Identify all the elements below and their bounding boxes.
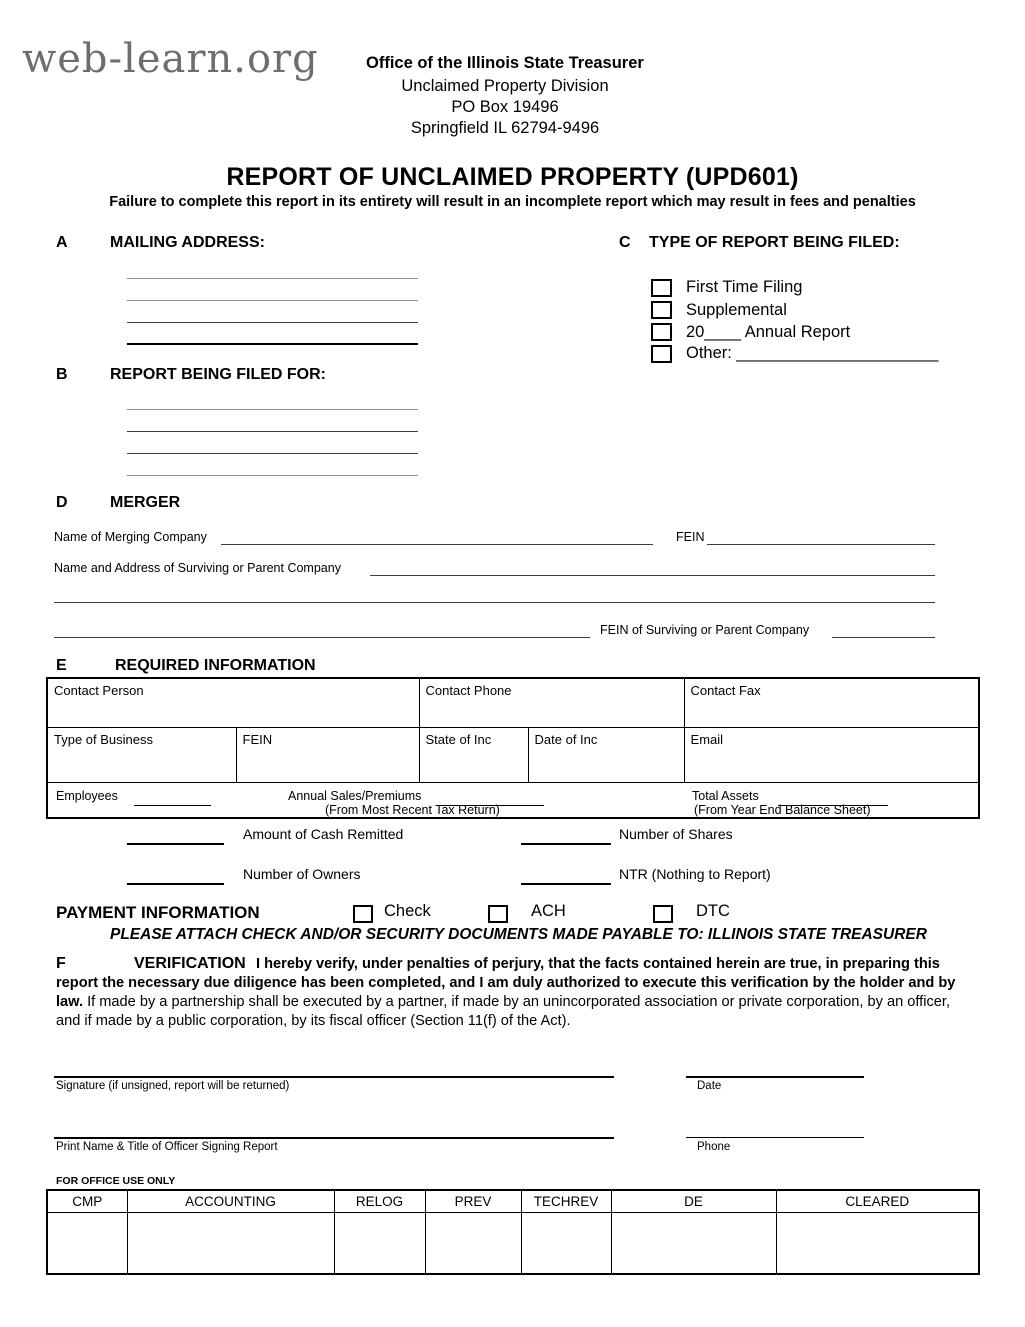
cell-email[interactable]: Email (684, 728, 979, 783)
section-e-title: REQUIRED INFORMATION (115, 657, 316, 674)
input-name-address-surviving-2[interactable] (54, 602, 935, 603)
cell-contact-fax[interactable]: Contact Fax (684, 678, 979, 728)
office-col-prev: PREV (425, 1190, 521, 1213)
office-cell-techrev[interactable] (521, 1213, 611, 1275)
label-dtc: DTC (696, 902, 730, 920)
input-number-of-shares[interactable] (521, 843, 611, 845)
header-city-state-zip: Springfield IL 62794-9496 (410, 119, 600, 137)
office-use-table (46, 1189, 980, 1275)
label-fein: FEIN (676, 530, 705, 544)
label-first-time-filing: First Time Filing (686, 278, 803, 296)
section-c-title: TYPE OF REPORT BEING FILED: (649, 234, 900, 251)
mailing-address-line-2[interactable] (127, 300, 418, 301)
label-other: Other: ______________________ (686, 344, 939, 362)
report-filed-for-line-2[interactable] (127, 431, 418, 432)
office-cell-accounting[interactable] (127, 1213, 334, 1275)
required-information-table (46, 677, 980, 819)
checkbox-annual-report[interactable] (651, 323, 672, 341)
checkbox-first-time-filing[interactable] (651, 279, 672, 297)
label-check: Check (384, 902, 431, 920)
cell-financials (47, 783, 979, 819)
table-row (47, 678, 979, 728)
input-fein[interactable] (707, 544, 935, 545)
report-filed-for-line-1[interactable] (127, 409, 418, 410)
office-col-accounting: ACCOUNTING (127, 1190, 334, 1213)
office-cell-prev[interactable] (425, 1213, 521, 1275)
input-name-address-surviving-3[interactable] (54, 637, 590, 638)
label-number-of-shares: Number of Shares (619, 826, 733, 842)
mailing-address-line-1[interactable] (127, 278, 418, 279)
page-subtitle: Failure to complete this report in its entirety will result in an incomplete report which may result in fees and penalties (109, 194, 916, 210)
checkbox-other[interactable] (651, 345, 672, 363)
label-print-name: Print Name & Title of Officer Signing Report (56, 1141, 278, 1153)
office-use-body-row (47, 1213, 979, 1275)
cell-fein[interactable]: FEIN (236, 728, 419, 783)
page-title: REPORT OF UNCLAIMED PROPERTY (UPD601) (226, 163, 799, 191)
office-col-cleared: CLEARED (776, 1190, 979, 1213)
office-cell-cmp[interactable] (47, 1213, 127, 1275)
office-col-relog: RELOG (334, 1190, 425, 1213)
label-supplemental: Supplemental (686, 301, 787, 319)
checkbox-dtc[interactable] (653, 905, 673, 923)
section-f-letter: F (56, 955, 66, 972)
label-employees: Employees (56, 789, 118, 803)
section-d-letter: D (56, 494, 68, 511)
report-filed-for-line-4[interactable] (127, 475, 418, 476)
input-number-of-owners[interactable] (127, 883, 224, 885)
header-org: Office of the Illinois State Treasurer (366, 54, 644, 72)
section-a-letter: A (56, 234, 68, 251)
input-print-name[interactable] (54, 1137, 614, 1139)
office-cell-relog[interactable] (334, 1213, 425, 1275)
checkbox-check[interactable] (353, 905, 373, 923)
label-amount-of-cash-remitted: Amount of Cash Remitted (243, 826, 404, 842)
section-c-letter: C (619, 234, 631, 251)
label-total-assets: Total Assets (692, 789, 759, 803)
office-cell-de[interactable] (611, 1213, 776, 1275)
label-annual-sales: Annual Sales/Premiums (288, 789, 422, 803)
input-date[interactable] (686, 1076, 864, 1078)
office-cell-cleared[interactable] (776, 1213, 979, 1275)
note-total-assets: (From Year End Balance Sheet) (694, 803, 871, 817)
office-col-techrev: TECHREV (521, 1190, 611, 1213)
label-ach: ACH (531, 902, 566, 920)
label-number-of-owners: Number of Owners (243, 866, 361, 882)
input-phone[interactable] (686, 1137, 864, 1138)
checkbox-ach[interactable] (488, 905, 508, 923)
section-d-title: MERGER (110, 494, 181, 511)
cell-state-of-inc[interactable]: State of Inc (419, 728, 528, 783)
label-name-address-surviving: Name and Address of Surviving or Parent Company (54, 561, 341, 575)
input-ntr[interactable] (521, 883, 611, 885)
office-col-de: DE (611, 1190, 776, 1213)
table-row (47, 783, 979, 819)
section-e-letter: E (56, 657, 67, 674)
office-col-cmp: CMP (47, 1190, 127, 1213)
checkbox-supplemental[interactable] (651, 301, 672, 319)
cell-type-of-business[interactable]: Type of Business (47, 728, 236, 783)
section-f-title: VERIFICATION (134, 955, 246, 972)
cell-contact-phone[interactable]: Contact Phone (419, 678, 684, 728)
office-use-header-row (47, 1190, 979, 1213)
mailing-address-line-4[interactable] (127, 343, 418, 345)
label-ntr: NTR (Nothing to Report) (619, 866, 771, 882)
table-row (47, 728, 979, 783)
header-po-box: PO Box 19496 (451, 98, 559, 116)
section-a-title: MAILING ADDRESS: (110, 234, 265, 251)
mailing-address-line-3[interactable] (127, 322, 418, 323)
input-name-address-surviving-1[interactable] (370, 575, 935, 576)
payment-information-title: PAYMENT INFORMATION (56, 903, 260, 922)
label-name-of-merging-company: Name of Merging Company (54, 530, 207, 544)
web-learn-watermark: web-learn.org (22, 36, 319, 82)
office-use-heading: FOR OFFICE USE ONLY (56, 1175, 176, 1187)
section-b-letter: B (56, 366, 68, 383)
input-signature[interactable] (54, 1076, 614, 1078)
label-annual-report: 20____ Annual Report (686, 323, 851, 341)
note-annual-sales: (From Most Recent Tax Return) (325, 803, 500, 817)
cell-date-of-inc[interactable]: Date of Inc (528, 728, 684, 783)
input-fein-surviving[interactable] (832, 637, 935, 638)
payment-attach-note: PLEASE ATTACH CHECK AND/OR SECURITY DOCUMENTS MADE PAYABLE TO: ILLINOIS STATE TREASURER (110, 926, 927, 943)
header-division: Unclaimed Property Division (401, 77, 609, 95)
verification-normal-text: If made by a partnership shall be executed by a partner, if made by an unincorporated association or private corporation, by an officer, and if made by a public corporation, by its fiscal officer (Section 11(f) of the Act). (56, 993, 950, 1029)
report-filed-for-line-3[interactable] (127, 453, 418, 454)
verification-bold-text: I hereby verify, under penalties of perjury, that the facts contained herein are true, in preparing this report the necessary due diligence has been completed, and I am duly authorized to execute this verification by the holder and by law. (56, 956, 956, 1010)
input-name-of-merging-company[interactable] (221, 544, 653, 545)
input-employees[interactable] (134, 805, 211, 806)
label-fein-surviving: FEIN of Surviving or Parent Company (600, 623, 810, 637)
section-b-title: REPORT BEING FILED FOR: (110, 366, 326, 383)
label-phone: Phone (697, 1141, 731, 1153)
verification-paragraph (56, 955, 978, 1031)
label-date: Date (697, 1080, 722, 1092)
input-amount-of-cash-remitted[interactable] (127, 843, 224, 845)
cell-contact-person[interactable]: Contact Person (47, 678, 419, 728)
label-signature: Signature (if unsigned, report will be returned) (56, 1080, 290, 1092)
